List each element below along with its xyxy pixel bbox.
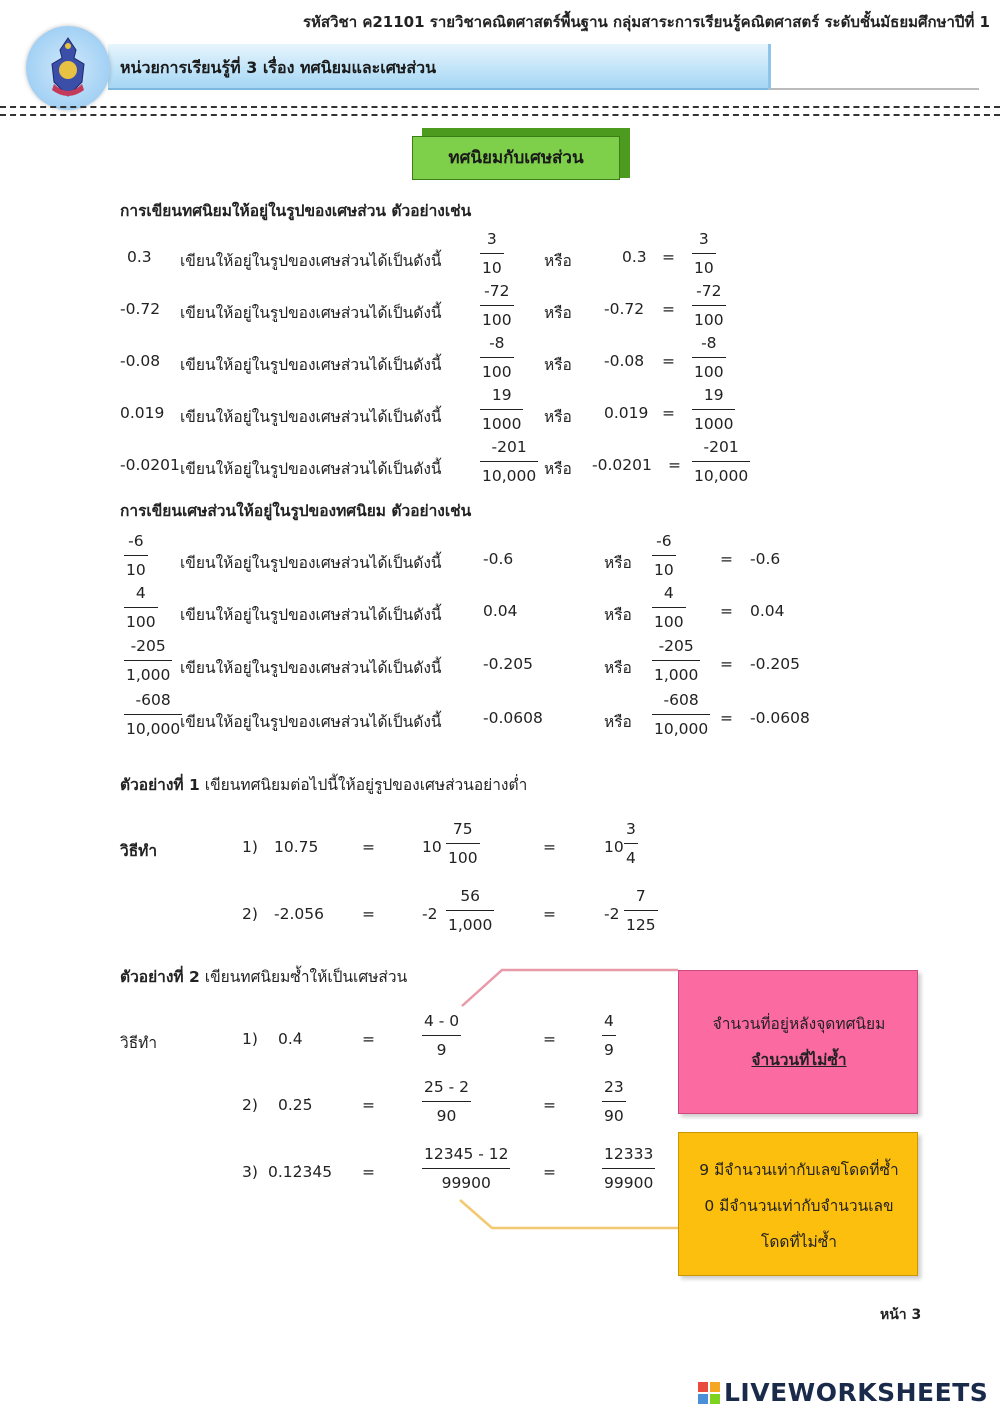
ex1-item-number: 1) bbox=[242, 838, 258, 856]
liveworksheets-logo-icon bbox=[698, 1382, 720, 1404]
ex1-equals-2: = bbox=[543, 905, 556, 923]
example1-label: ตัวอย่างที่ 1 bbox=[120, 776, 200, 794]
gold-note-line2: 0 มีจำนวนเท่ากับจำนวนเลข bbox=[704, 1197, 894, 1215]
s1-fraction-repeat-numerator: -72 bbox=[696, 282, 722, 300]
s1-phrase: เขียนให้อยู่ในรูปของเศษส่วนได้เป็นดังนี้ bbox=[180, 460, 442, 478]
s2-or: หรือ bbox=[604, 606, 632, 624]
ex2-equals: = bbox=[362, 1163, 375, 1181]
example2-text: เขียนทศนิยมซ้ำให้เป็นเศษส่วน bbox=[204, 968, 408, 986]
s2-fraction-numerator: 4 bbox=[135, 584, 146, 602]
ex2-equals-2: = bbox=[543, 1096, 556, 1114]
s1-fraction-denominator: 10,000 bbox=[482, 467, 537, 485]
ex2-value: 0.12̇34̇5 bbox=[268, 1163, 333, 1181]
gold-connector bbox=[460, 1200, 678, 1228]
s1-phrase: เขียนให้อยู่ในรูปของเศษส่วนได้เป็นดังนี้ bbox=[180, 304, 442, 322]
ex1-equals-2: = bbox=[543, 838, 556, 856]
s1-fraction-repeat-numerator: -8 bbox=[701, 334, 717, 352]
s1-or: หรือ bbox=[544, 356, 572, 374]
s1-fraction-repeat-denominator: 100 bbox=[694, 363, 724, 381]
ex1-item-number: 2) bbox=[242, 905, 258, 923]
s1-fraction-repeat-numerator: 3 bbox=[698, 230, 709, 248]
pink-note-box bbox=[678, 970, 918, 1114]
section2-heading: การเขียนเศษส่วนให้อยู่ในรูปของทศนิยม ตัวอย่างเช่น bbox=[120, 502, 472, 520]
s1-equals: = bbox=[662, 352, 675, 370]
s1-equals: = bbox=[662, 404, 675, 422]
s2-equals: = bbox=[720, 655, 733, 673]
ex1-fraction-1-numerator: 75 bbox=[452, 820, 473, 838]
ex1-equals: = bbox=[362, 905, 375, 923]
gold-note-box bbox=[678, 1132, 918, 1276]
s2-fraction-denominator: 100 bbox=[126, 613, 156, 631]
s2-fraction-repeat-numerator: -205 bbox=[658, 637, 694, 655]
s2-fraction-repeat-numerator: -608 bbox=[663, 691, 699, 709]
ex2-item-number: 2) bbox=[242, 1096, 258, 1114]
ex2-fraction-2-denominator: 99900 bbox=[604, 1174, 654, 1192]
s2-decimal-repeat: -0.205 bbox=[750, 655, 800, 673]
ex2-item-number: 3) bbox=[242, 1163, 258, 1181]
s1-decimal-repeat: 0.3 bbox=[622, 248, 647, 266]
gold-note-line3: โดดที่ไม่ซ้ำ bbox=[761, 1233, 837, 1251]
s2-phrase: เขียนให้อยู่ในรูปของเศษส่วนได้เป็นดังนี้ bbox=[180, 606, 442, 624]
ex2-fraction-2-numerator: 4 bbox=[604, 1012, 614, 1030]
s1-equals: = bbox=[662, 248, 675, 266]
s1-decimal: 0.019 bbox=[120, 404, 165, 422]
course-code-header: รหัสวิชา ค21101 รายวิชาคณิตศาสตร์พื้นฐาน กลุ่มสาระการเรียนรู้คณิตศาสตร์ ระดับชั้นมัธยมศึกษาปีที่ 1 bbox=[302, 13, 990, 31]
pink-connector bbox=[462, 970, 678, 1006]
ex2-fraction-1-numerator: 12345 - 12 bbox=[424, 1145, 509, 1163]
s2-fraction-repeat-denominator: 100 bbox=[654, 613, 684, 631]
s2-decimal: -0.0608 bbox=[483, 709, 543, 727]
s1-decimal: -0.72 bbox=[120, 300, 161, 318]
ex1-whole-2: -2 bbox=[604, 905, 620, 923]
s1-phrase: เขียนให้อยู่ในรูปของเศษส่วนได้เป็นดังนี้ bbox=[180, 408, 442, 426]
s1-or: หรือ bbox=[544, 460, 572, 478]
ex2-value: 0.25̇ bbox=[278, 1096, 313, 1114]
s2-decimal-repeat: 0.04 bbox=[750, 602, 785, 620]
s1-fraction-numerator: 3 bbox=[486, 230, 497, 248]
ex2-fraction-2-denominator: 9 bbox=[604, 1041, 614, 1059]
ex2-fraction-1-numerator: 4 - 0 bbox=[424, 1012, 460, 1030]
unit-title: หน่วยการเรียนรู้ที่ 3 เรื่อง ทศนิยมและเศษส่วน bbox=[120, 58, 437, 77]
s2-decimal: 0.04 bbox=[483, 602, 518, 620]
s1-fraction-repeat-denominator: 1000 bbox=[694, 415, 734, 433]
ex2-equals-2: = bbox=[543, 1030, 556, 1048]
ex2-fraction-1-denominator: 99900 bbox=[441, 1174, 491, 1192]
s2-fraction-numerator: -205 bbox=[130, 637, 166, 655]
ex2-value: 0.4̇ bbox=[278, 1030, 303, 1048]
s1-phrase: เขียนให้อยู่ในรูปของเศษส่วนได้เป็นดังนี้ bbox=[180, 356, 442, 374]
s1-fraction-denominator: 1000 bbox=[482, 415, 522, 433]
s2-fraction-repeat-denominator: 10,000 bbox=[654, 720, 709, 738]
s2-fraction-repeat-denominator: 1,000 bbox=[654, 666, 699, 684]
s1-fraction-repeat-numerator: 19 bbox=[703, 386, 724, 404]
s2-fraction-denominator: 1,000 bbox=[126, 666, 171, 684]
s1-decimal: -0.08 bbox=[120, 352, 161, 370]
s2-fraction-numerator: -6 bbox=[128, 532, 144, 550]
s1-equals: = bbox=[668, 456, 681, 474]
ex1-fraction-2-denominator: 4 bbox=[626, 849, 636, 867]
s1-fraction-repeat-denominator: 10 bbox=[694, 259, 714, 277]
s2-decimal: -0.6 bbox=[483, 550, 514, 568]
s2-fraction-numerator: -608 bbox=[135, 691, 171, 709]
ex2-equals: = bbox=[362, 1030, 375, 1048]
s1-fraction-numerator: -8 bbox=[489, 334, 505, 352]
s1-decimal: -0.0201 bbox=[120, 456, 180, 474]
page-title: ทศนิยมกับเศษส่วน bbox=[412, 136, 620, 180]
ex2-fraction-1-numerator: 25 - 2 bbox=[424, 1078, 470, 1096]
s2-phrase: เขียนให้อยู่ในรูปของเศษส่วนได้เป็นดังนี้ bbox=[180, 659, 442, 677]
s2-equals: = bbox=[720, 550, 733, 568]
s2-fraction-repeat-denominator: 10 bbox=[654, 561, 674, 579]
ex2-fraction-2-numerator: 23 bbox=[604, 1078, 624, 1096]
s1-fraction-repeat-denominator: 100 bbox=[694, 311, 724, 329]
example2-label: ตัวอย่างที่ 2 bbox=[120, 968, 200, 986]
ex1-whole-1: 10 bbox=[422, 838, 442, 856]
ex2-fraction-2-numerator: 12333 bbox=[604, 1145, 654, 1163]
s1-decimal: 0.3 bbox=[127, 248, 152, 266]
gold-note-line1: 9 มีจำนวนเท่ากับเลขโดดที่ซ้ำ bbox=[699, 1161, 899, 1179]
ex2-fraction-1-denominator: 9 bbox=[436, 1041, 447, 1059]
s2-fraction-denominator: 10,000 bbox=[126, 720, 181, 738]
pink-note-line2: จำนวนที่ไม่ซ้ำ bbox=[751, 1051, 847, 1069]
ex2-equals: = bbox=[362, 1096, 375, 1114]
s1-or: หรือ bbox=[544, 252, 572, 270]
s1-fraction-denominator: 100 bbox=[482, 311, 512, 329]
s1-fraction-repeat-numerator: -201 bbox=[703, 438, 739, 456]
s1-phrase: เขียนให้อยู่ในรูปของเศษส่วนได้เป็นดังนี้ bbox=[180, 252, 442, 270]
s1-or: หรือ bbox=[544, 304, 572, 322]
ex1-fraction-1-numerator: 56 bbox=[460, 887, 481, 905]
ex2-item-number: 1) bbox=[242, 1030, 258, 1048]
s1-fraction-numerator: 19 bbox=[491, 386, 512, 404]
s1-decimal-repeat: -0.72 bbox=[604, 300, 645, 318]
section1-heading: การเขียนทศนิยมให้อยู่ในรูปของเศษส่วน ตัวอย่างเช่น bbox=[120, 202, 472, 220]
s1-or: หรือ bbox=[544, 408, 572, 426]
page-number: หน้า 3 bbox=[880, 1307, 922, 1323]
s2-phrase: เขียนให้อยู่ในรูปของเศษส่วนได้เป็นดังนี้ bbox=[180, 713, 442, 731]
s2-phrase: เขียนให้อยู่ในรูปของเศษส่วนได้เป็นดังนี้ bbox=[180, 554, 442, 572]
ex1-fraction-1-denominator: 100 bbox=[448, 849, 478, 867]
brand-logo-text: LIVEWORKSHEETS bbox=[724, 1378, 989, 1407]
ex1-value: 10.75 bbox=[274, 838, 319, 856]
s1-equals: = bbox=[662, 300, 675, 318]
example1-method: วิธีทำ bbox=[120, 842, 158, 860]
s2-equals: = bbox=[720, 602, 733, 620]
ex1-fraction-2-denominator: 125 bbox=[626, 916, 656, 934]
ex2-equals-2: = bbox=[543, 1163, 556, 1181]
ex1-whole-1: -2 bbox=[422, 905, 438, 923]
ex2-fraction-2-denominator: 90 bbox=[604, 1107, 624, 1125]
ex1-fraction-2-numerator: 7 bbox=[635, 887, 646, 905]
pink-note-line1: จำนวนที่อยู่หลังจุดทศนิยม bbox=[712, 1015, 886, 1033]
example2-method: วิธีทำ bbox=[120, 1034, 158, 1052]
s2-fraction-repeat-numerator: 4 bbox=[663, 584, 674, 602]
s1-fraction-denominator: 10 bbox=[482, 259, 502, 277]
s1-fraction-numerator: -72 bbox=[484, 282, 510, 300]
ex1-fraction-1-denominator: 1,000 bbox=[448, 916, 493, 934]
example1-text: เขียนทศนิยมต่อไปนี้ให้อยู่รูปของเศษส่วนอย่างต่ำ bbox=[204, 776, 528, 794]
ex1-value: -2.056 bbox=[274, 905, 324, 923]
s1-fraction-numerator: -201 bbox=[491, 438, 527, 456]
s1-fraction-repeat-denominator: 10,000 bbox=[694, 467, 749, 485]
ex1-fraction-2-numerator: 3 bbox=[626, 820, 636, 838]
s1-fraction-denominator: 100 bbox=[482, 363, 512, 381]
s2-or: หรือ bbox=[604, 713, 632, 731]
ex1-whole-2: 10 bbox=[604, 838, 624, 856]
s2-or: หรือ bbox=[604, 659, 632, 677]
s2-decimal-repeat: -0.6 bbox=[750, 550, 781, 568]
s1-decimal-repeat: 0.019 bbox=[604, 404, 649, 422]
s2-equals: = bbox=[720, 709, 733, 727]
s1-decimal-repeat: -0.0201 bbox=[592, 456, 652, 474]
s1-decimal-repeat: -0.08 bbox=[604, 352, 645, 370]
s2-or: หรือ bbox=[604, 554, 632, 572]
s2-fraction-denominator: 10 bbox=[126, 561, 146, 579]
s2-decimal: -0.205 bbox=[483, 655, 533, 673]
s2-fraction-repeat-numerator: -6 bbox=[656, 532, 672, 550]
ex2-fraction-1-denominator: 90 bbox=[436, 1107, 457, 1125]
ex1-equals: = bbox=[362, 838, 375, 856]
s2-decimal-repeat: -0.0608 bbox=[750, 709, 810, 727]
